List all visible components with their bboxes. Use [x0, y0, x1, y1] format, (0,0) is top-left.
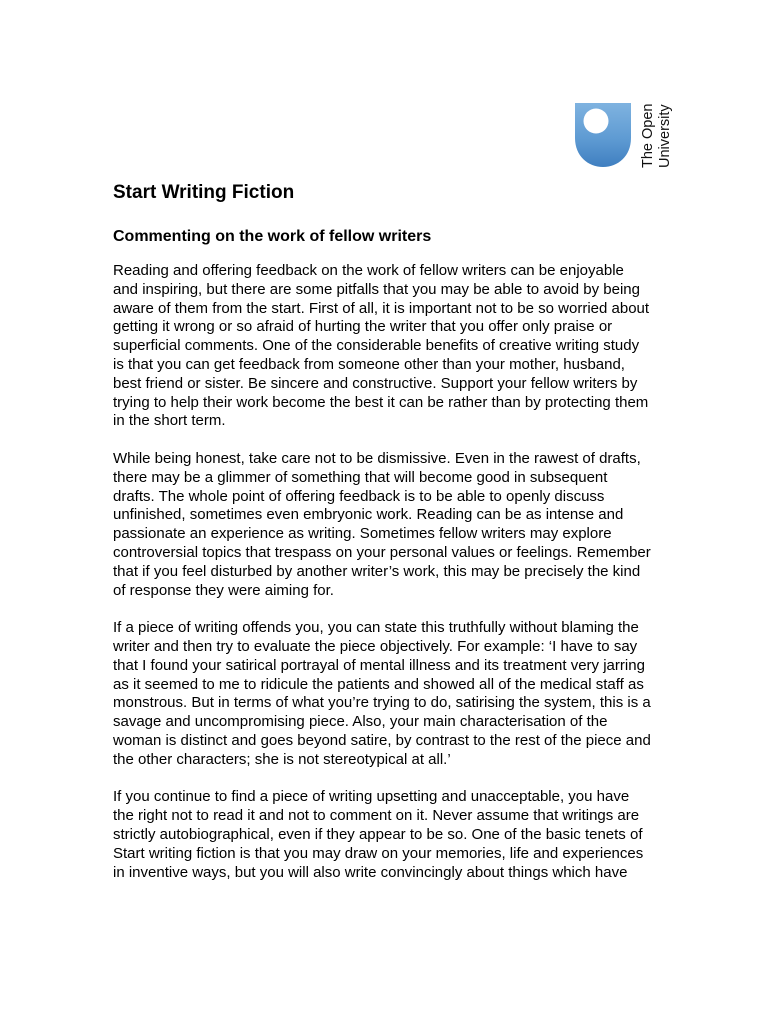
logo-text-line2: University [657, 104, 673, 168]
text-line: savage and uncompromising piece. Also, your main characterisation of the [113, 713, 608, 731]
text-line: is that you can get feedback from someone other than your mother, husband, [113, 355, 625, 373]
text-line: getting it wrong or so afraid of hurting the writer that you offer only praise or [113, 318, 613, 336]
text-line: Start writing fiction is that you may draw on your memories, life and experiences [113, 844, 644, 862]
text-line: there may be a glimmer of something that will become good in subsequent [113, 468, 608, 486]
text-line: trying to help their work become the best it can be rather than by protecting them [113, 393, 649, 411]
text-line: If a piece of writing offends you, you can state this truthfully without blaming the [113, 619, 639, 637]
text-line: unfinished, sometimes even embryonic work. Reading can be as intense and [113, 506, 624, 524]
text-line: passionate an experience as writing. Sometimes fellow writers may explore [113, 525, 612, 543]
logo-text-line1: The Open [640, 103, 656, 168]
text-line: in the short term. [113, 412, 226, 430]
paragraph [113, 450, 661, 600]
document-title: Start Writing Fiction [113, 182, 295, 203]
text-line: the right not to read it and not to comment on it. Never assume that writings are [113, 807, 640, 825]
paragraph [113, 619, 661, 769]
text-line: While being honest, take care not to be dismissive. Even in the rawest of drafts, [113, 449, 641, 467]
text-line: If you continue to find a piece of writing upsetting and unacceptable, you have [113, 788, 630, 806]
body-text [113, 262, 661, 901]
text-line: the other characters; she is not stereotypical at all.’ [113, 750, 451, 768]
text-line: best friend or sister. Be sincere and constructive. Support your fellow writers by [113, 374, 638, 392]
text-line: and inspiring, but there are some pitfalls that you may be able to avoid by being [113, 280, 640, 298]
text-line: Reading and offering feedback on the work of fellow writers can be enjoyable [113, 262, 624, 279]
paragraph [113, 262, 661, 431]
text-line: writer and then try to evaluate the piece objectively. For example: ‘I have to say [113, 637, 638, 655]
text-line: monstrous. But in terms of what you’re trying to do, satirising the system, this is a [113, 694, 651, 712]
section-heading: Commenting on the work of fellow writers [113, 228, 432, 245]
logo-wordmark [638, 100, 674, 170]
text-line: that if you feel disturbed by another writer’s work, this may be precisely the kind [113, 562, 641, 580]
text-line: as it seemed to me to ridicule the patients and showed all of the medical staff as [113, 675, 644, 693]
text-line: drafts. The whole point of offering feedback is to be able to openly discuss [113, 487, 605, 505]
text-line: that I found your satirical portrayal of mental illness and its treatment very jarring [113, 656, 645, 674]
text-line: woman is distinct and goes beyond satire, by contrast to the rest of the piece and [113, 731, 651, 749]
open-university-shield-icon [572, 100, 634, 170]
text-line: aware of them from the start. First of all, it is important not to be so worried about [113, 299, 650, 317]
text-line: controversial topics that trespass on your personal values or feelings. Remember [113, 543, 651, 561]
open-university-logo [572, 100, 678, 172]
text-line: strictly autobiographical, even if they appear to be so. One of the basic tenets of [113, 825, 643, 843]
text-line: superficial comments. One of the considerable benefits of creative writing study [113, 337, 640, 355]
text-line: of response they were aiming for. [113, 581, 334, 599]
text-line: in inventive ways, but you will also write convincingly about things which have [113, 863, 628, 881]
paragraph [113, 788, 661, 882]
